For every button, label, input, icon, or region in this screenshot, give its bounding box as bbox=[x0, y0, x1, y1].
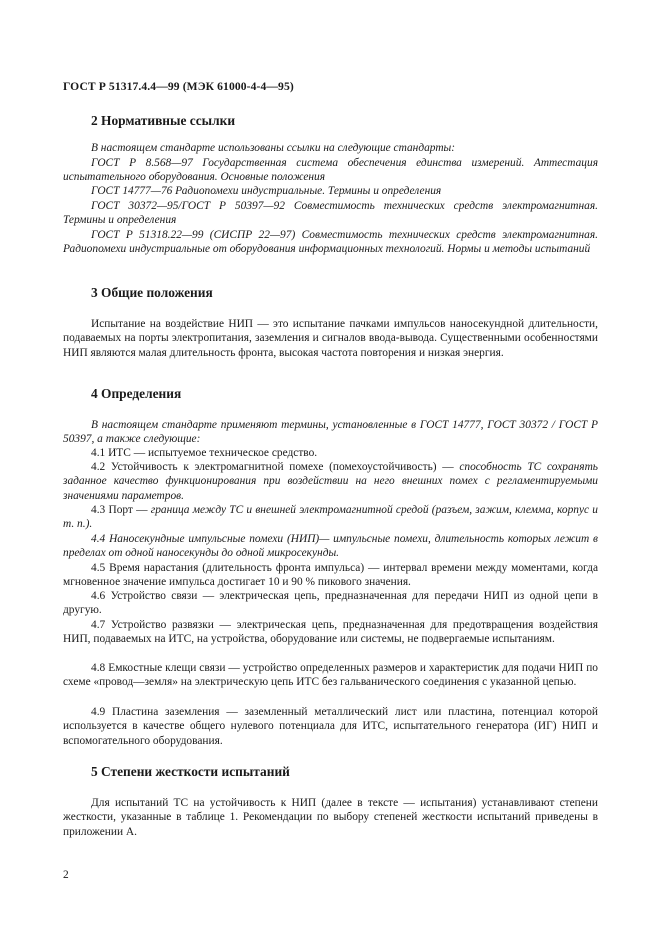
definition-4-2 bbox=[63, 460, 598, 503]
definition-4-8: 4.8 Емкостные клещи связи — устройство определенных размеров и характеристик для подачи НИП по схеме «провод—земля» на электрическую цепь ИТС без гальванического соединения с указанной цепью. bbox=[63, 662, 598, 689]
section-2-reference: ГОСТ Р 8.568—97 Государственная система обеспечения единства измерений. Аттестация испытательного оборудования. Основные положения bbox=[63, 157, 598, 184]
definition-4-4: 4.4 Наносекундные импульсные помехи (НИП)— импульсные помехи, длительность которых лежит в пределах от одной наносекунды до одной микросекунды. bbox=[63, 533, 598, 560]
definition-4-2-text: способность ТС сохранять заданное качество функционирования при воздействии на него внешних помех с регламентируемыми значениями параметров. bbox=[63, 461, 598, 502]
page-number: 2 bbox=[63, 869, 69, 881]
definition-4-3 bbox=[63, 503, 598, 532]
definition-4-6: 4.6 Устройство связи — электрическая цепь, предназначенная для передачи НИП из одной цепи в другую. bbox=[63, 590, 598, 617]
section-2-reference: ГОСТ 30372—95/ГОСТ Р 50397—92 Совместимость технических средств электромагнитная. Термины и определения bbox=[63, 200, 598, 227]
definition-4-3-term: 4.3 Порт — bbox=[91, 504, 151, 516]
section-3-title: 3 Общие положения bbox=[91, 285, 213, 300]
section-3-paragraph: Испытание на воздействие НИП — это испытание пачками импульсов наносекундной длительности, подаваемых на порты электропитания, заземления и сигналов ввода-вывода. Существенными особенностями НИП являются малая длительность фронта, высокая частота повторения и низкая энергия. bbox=[63, 318, 598, 359]
section-2-title: 2 Нормативные ссылки bbox=[91, 113, 236, 128]
section-4-title: 4 Определения bbox=[91, 386, 182, 401]
definition-4-3-text: граница между ТС и внешней электромагнитной средой (разъем, зажим, клемма, корпус и т. п.). bbox=[63, 504, 598, 531]
definition-4-5: 4.5 Время нарастания (длительность фронта импульса) — интервал времени между моментами, когда мгновенное значение импульса достигает 10 и 90 % пикового значения. bbox=[63, 562, 598, 589]
definition-4-7: 4.7 Устройство развязки — электрическая цепь, предназначенная для предотвращения воздействия НИП, подаваемых на ИТС, на устройства, оборудование или системы, не подвергаемые испытаниям. bbox=[63, 619, 598, 646]
section-4-intro: В настоящем стандарте применяют термины, установленные в ГОСТ 14777, ГОСТ 30372 / ГОСТ Р 50397, а также следующие: bbox=[63, 419, 598, 446]
section-5-paragraph: Для испытаний ТС на устойчивость к НИП (далее в тексте — испытания) устанавливают степени жесткости, указанные в таблице 1. Рекомендации по выбору степеней жесткости испытаний приведены в приложении А. bbox=[63, 797, 598, 838]
document-header: ГОСТ Р 51317.4.4—99 (МЭК 61000-4-4—95) bbox=[63, 80, 294, 93]
section-2-paragraph: В настоящем стандарте использованы ссылки на следующие стандарты: bbox=[91, 142, 456, 154]
definition-4-1: 4.1 ИТС — испытуемое техническое средство. bbox=[91, 447, 318, 459]
section-5-title: 5 Степени жесткости испытаний bbox=[91, 764, 290, 779]
section-2-reference: ГОСТ 14777—76 Радиопомехи индустриальные. Термины и определения bbox=[91, 185, 442, 197]
section-2-reference: ГОСТ Р 51318.22—99 (СИСПР 22—97) Совместимость технических средств электромагнитная. Радиопомехи индустриальные от оборудования информационных технологий. Нормы и методы испытаний bbox=[63, 229, 598, 256]
definition-4-2-term: 4.2 Устойчивость к электромагнитной помехе (помехоустойчивость) — bbox=[91, 461, 460, 473]
definition-4-9: 4.9 Пластина заземления — заземленный металлический лист или пластина, потенциал которой используется в качестве общего нулевого потенциала для ИТС, испытательного генератора (ИГ) НИП и вспомогательного оборудования. bbox=[63, 706, 598, 747]
